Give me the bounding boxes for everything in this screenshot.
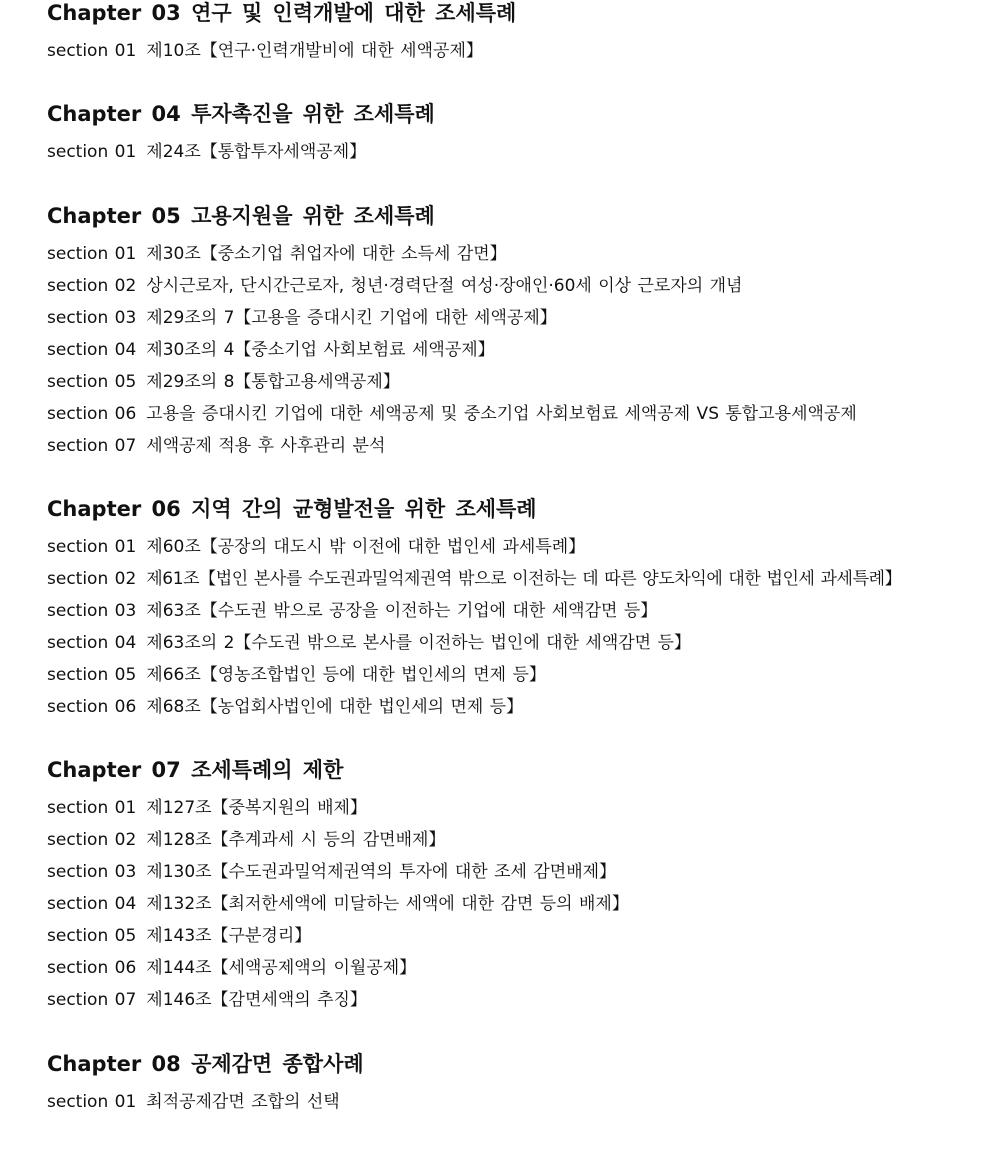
list-item: [47, 888, 629, 920]
chapter-04: [47, 101, 435, 168]
section-title: 제30조【중소기업 취업자에 대한 소득세 감면】: [146, 244, 507, 264]
section-title: 제61조【법인 본사를 수도권과밀억제권역 밖으로 이전하는 데 따른 양도차익에 대한 법인세 과세특례】: [146, 569, 902, 589]
section-number: section 03: [47, 601, 137, 621]
section-list: [47, 35, 516, 67]
section-title: 제60조【공장의 대도시 밖 이전에 대한 법인세 과세특례】: [146, 537, 586, 557]
section-list: [47, 136, 435, 168]
section-number: section 05: [47, 665, 137, 685]
section-number: section 04: [47, 340, 137, 360]
section-title: 제24조【통합투자세액공제】: [146, 142, 367, 162]
section-number: section 01: [47, 798, 137, 818]
section-title: 제143조【구분경리】: [146, 926, 312, 946]
list-item: [47, 398, 857, 430]
section-number: section 02: [47, 830, 137, 850]
chapter-name: 공제감면 종합사례: [191, 1052, 364, 1076]
list-item: [47, 920, 629, 952]
section-list: [47, 238, 857, 462]
chapter-name: 고용지원을 위한 조세특례: [191, 204, 435, 228]
chapter-label: Chapter 07: [47, 758, 181, 782]
chapter-name: 지역 간의 균형발전을 위한 조세특례: [191, 497, 537, 521]
list-item: [47, 270, 857, 302]
chapter-label: Chapter 04: [47, 102, 181, 126]
section-number: section 06: [47, 697, 137, 717]
section-number: section 01: [47, 1092, 137, 1112]
chapter-05: [47, 203, 857, 462]
section-number: section 05: [47, 926, 137, 946]
list-item: [47, 35, 516, 67]
section-number: section 04: [47, 633, 137, 653]
section-title: 제29조의 8【통합고용세액공제】: [146, 372, 400, 392]
section-title: 제68조【농업회사법인에 대한 법인세의 면제 등】: [146, 697, 524, 717]
list-item: [47, 531, 901, 563]
section-number: section 07: [47, 990, 137, 1010]
list-item: [47, 136, 435, 168]
list-item: [47, 952, 629, 984]
section-title: 제10조【연구·인력개발비에 대한 세액공제】: [146, 41, 483, 61]
section-list: [47, 531, 901, 723]
section-title: 제66조【영농조합법인 등에 대한 법인세의 면제 등】: [146, 665, 546, 685]
chapter-06: [47, 496, 901, 723]
section-title: 상시근로자, 단시간근로자, 청년·경력단절 여성·장애인·60세 이상 근로자의 개념: [146, 276, 743, 296]
chapter-title: [47, 203, 857, 229]
chapter-title: [47, 757, 629, 783]
section-number: section 01: [47, 142, 137, 162]
chapter-title: [47, 0, 516, 26]
chapter-label: Chapter 05: [47, 204, 181, 228]
section-number: section 03: [47, 862, 137, 882]
section-title: 제128조【추계과세 시 등의 감면배제】: [146, 830, 446, 850]
section-number: section 01: [47, 244, 137, 264]
section-list: [47, 792, 629, 1016]
chapter-name: 투자촉진을 위한 조세특례: [191, 102, 435, 126]
chapter-label: Chapter 03: [47, 1, 181, 25]
list-item: [47, 334, 857, 366]
section-number: section 06: [47, 958, 137, 978]
section-title: 제146조【감면세액의 추징】: [146, 990, 367, 1010]
list-item: [47, 691, 901, 723]
list-item: [47, 430, 857, 462]
section-number: section 02: [47, 276, 137, 296]
list-item: [47, 792, 629, 824]
section-title: 제132조【최저한세액에 미달하는 세액에 대한 감면 등의 배제】: [146, 894, 629, 914]
section-title: 최적공제감면 조합의 선택: [146, 1092, 340, 1112]
list-item: [47, 984, 629, 1016]
list-item: [47, 366, 857, 398]
section-title: 제29조의 7【고용을 증대시킨 기업에 대한 세액공제】: [146, 308, 557, 328]
section-number: section 03: [47, 308, 137, 328]
list-item: [47, 627, 901, 659]
chapter-title: [47, 101, 435, 127]
section-title: 세액공제 적용 후 사후관리 분석: [146, 436, 386, 456]
list-item: [47, 659, 901, 691]
section-number: section 01: [47, 41, 137, 61]
chapter-name: 연구 및 인력개발에 대한 조세특례: [191, 1, 517, 25]
section-title: 고용을 증대시킨 기업에 대한 세액공제 및 중소기업 사회보험료 세액공제 VS 통합고용세액공제: [146, 404, 857, 424]
section-number: section 07: [47, 436, 137, 456]
section-title: 제127조【중복지원의 배제】: [146, 798, 367, 818]
section-number: section 02: [47, 569, 137, 589]
list-item: [47, 856, 629, 888]
chapter-08: [47, 1051, 364, 1118]
section-number: section 06: [47, 404, 137, 424]
chapter-name: 조세특례의 제한: [191, 758, 344, 782]
section-number: section 05: [47, 372, 137, 392]
chapter-03: [47, 0, 516, 67]
list-item: [47, 1086, 364, 1118]
section-title: 제144조【세액공제액의 이월공제】: [146, 958, 417, 978]
list-item: [47, 824, 629, 856]
chapter-07: [47, 757, 629, 1016]
chapter-label: Chapter 06: [47, 497, 181, 521]
list-item: [47, 238, 857, 270]
section-number: section 01: [47, 537, 137, 557]
section-number: section 04: [47, 894, 137, 914]
chapter-title: [47, 1051, 364, 1077]
chapter-title: [47, 496, 901, 522]
list-item: [47, 595, 901, 627]
section-title: 제30조의 4【중소기업 사회보험료 세액공제】: [146, 340, 495, 360]
section-title: 제63조【수도권 밖으로 공장을 이전하는 기업에 대한 세액감면 등】: [146, 601, 658, 621]
section-list: [47, 1086, 364, 1118]
section-title: 제63조의 2【수도권 밖으로 본사를 이전하는 법인에 대한 세액감면 등】: [146, 633, 691, 653]
list-item: [47, 563, 901, 595]
list-item: [47, 302, 857, 334]
section-title: 제130조【수도권과밀억제권역의 투자에 대한 조세 감면배제】: [146, 862, 617, 882]
chapter-label: Chapter 08: [47, 1052, 181, 1076]
